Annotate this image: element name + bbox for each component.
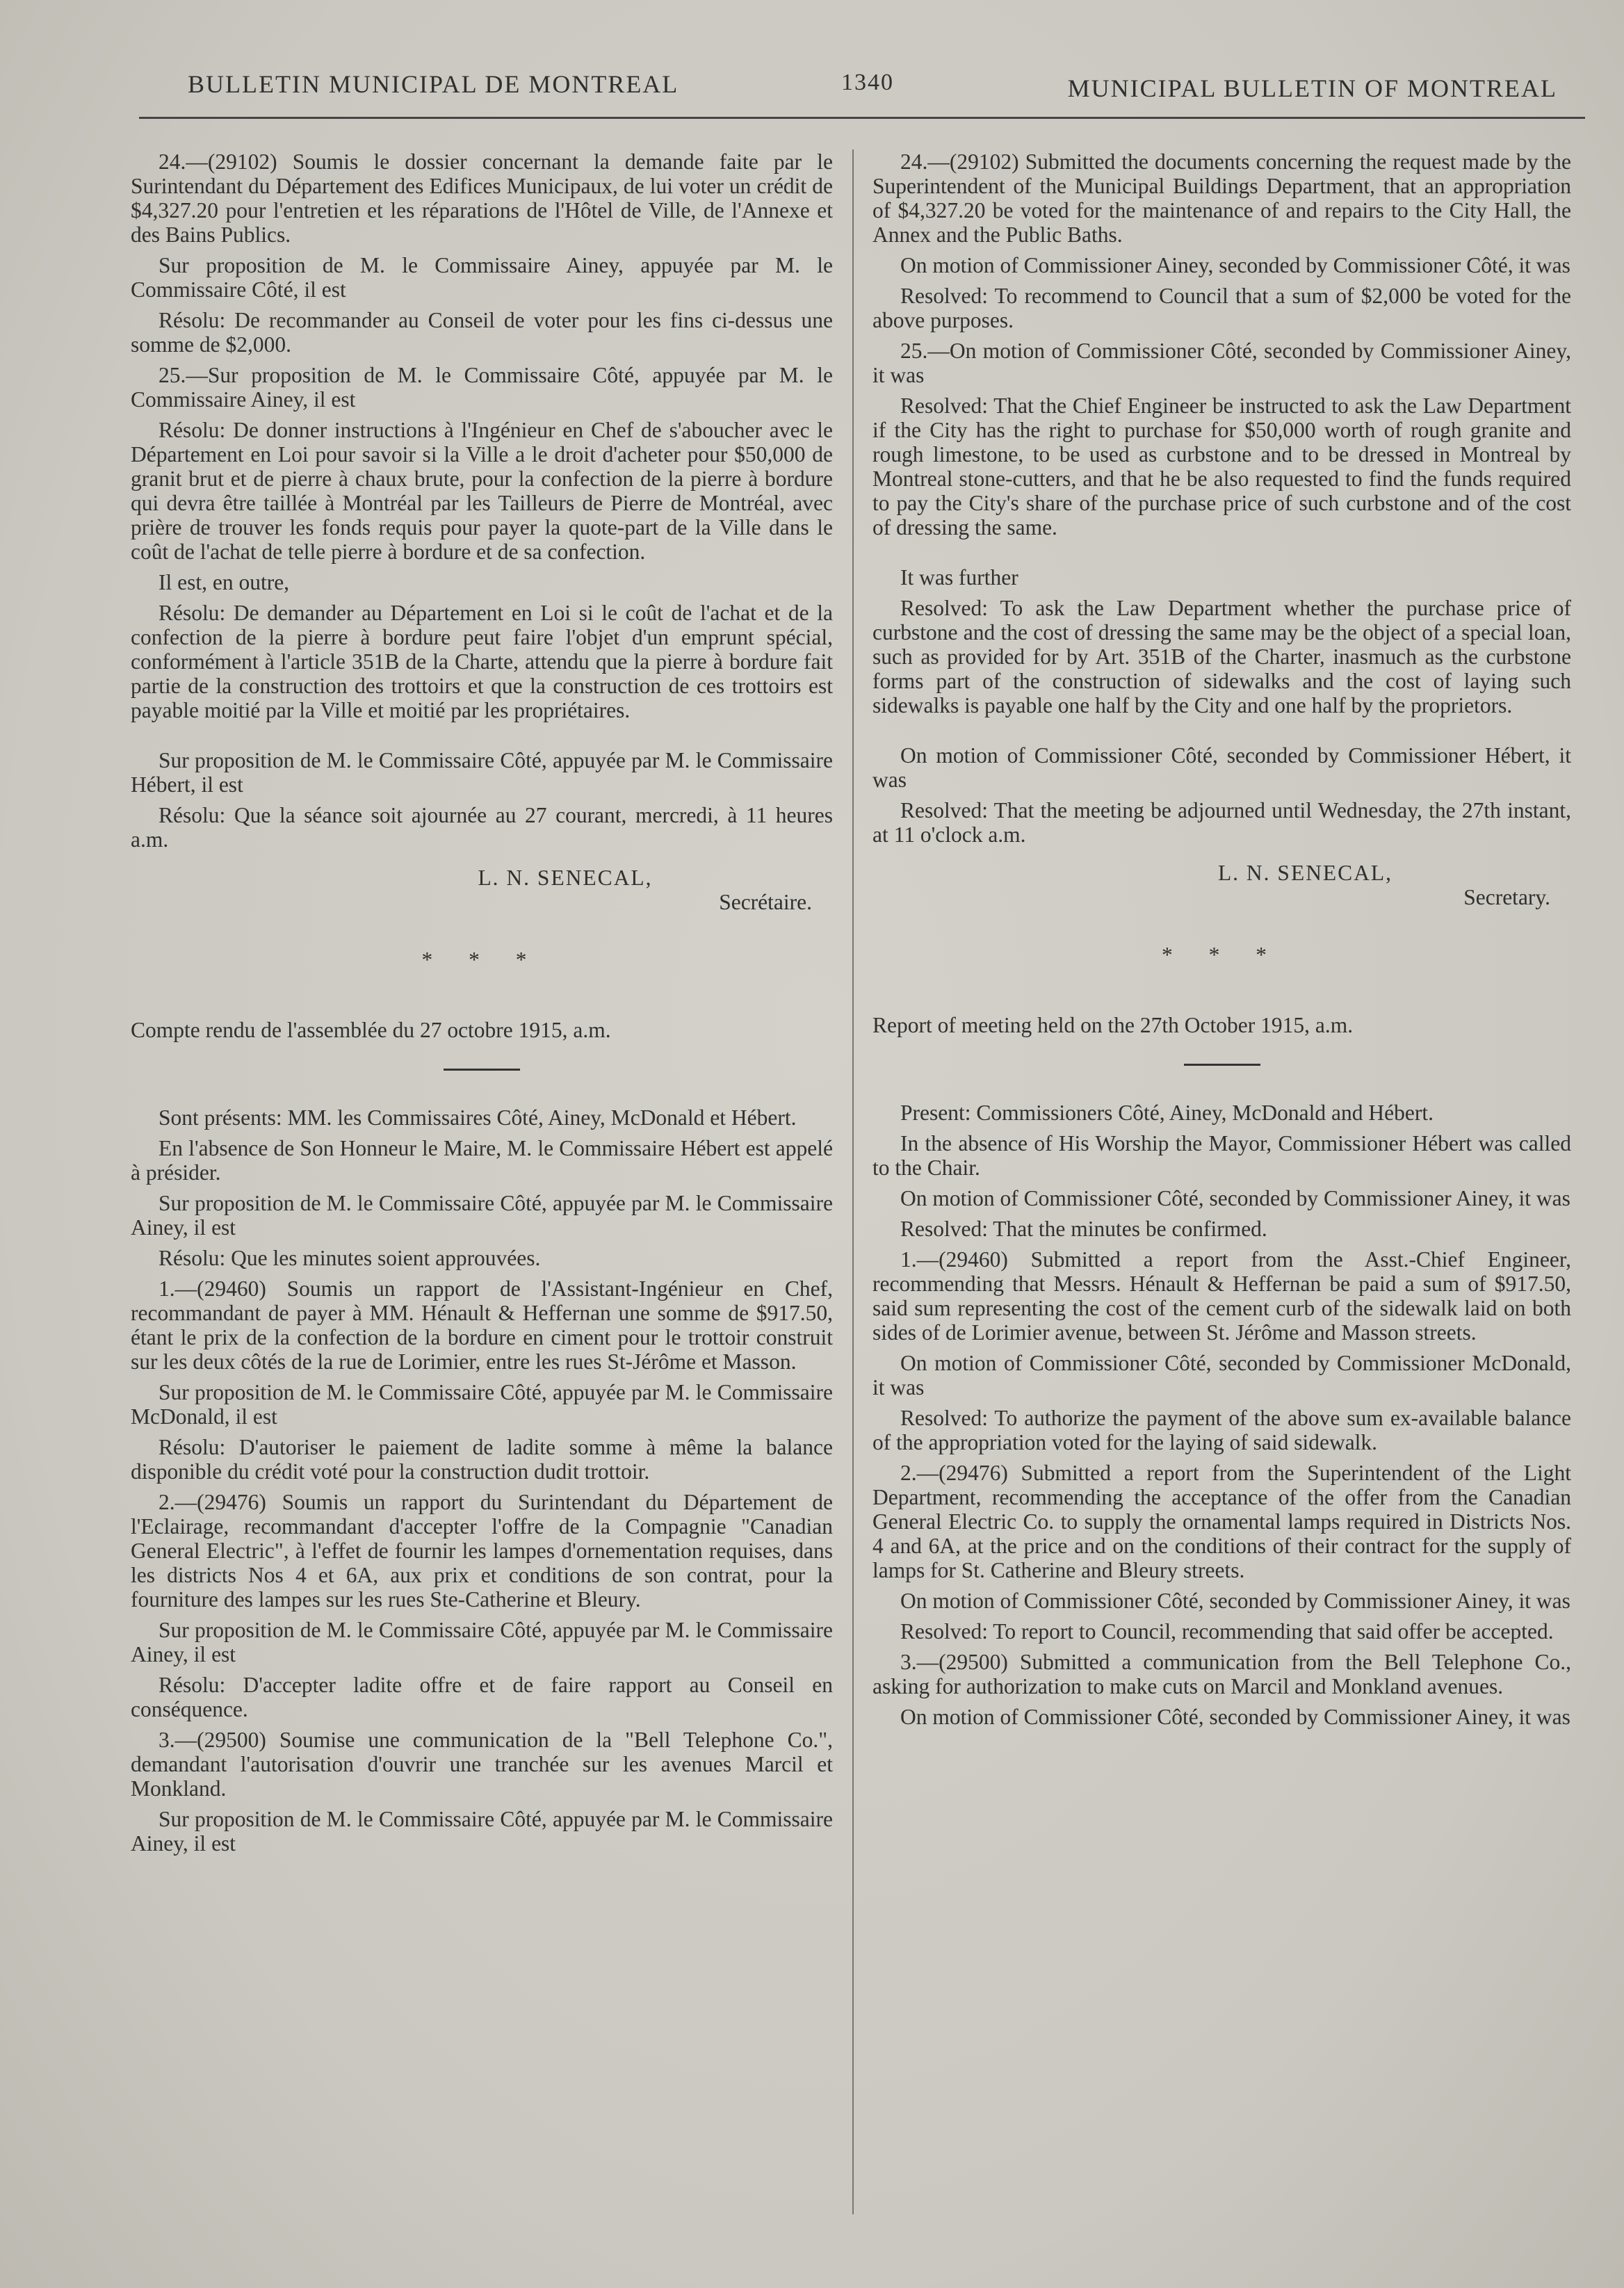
paragraph: On motion of Commissioner Côté, seconded by Commissioner McDonald, it was xyxy=(872,1351,1571,1399)
paragraph: Resolved: To authorize the payment of the above sum ex-available balance of the appropriation voted for the laying of said sidewalk. xyxy=(872,1406,1571,1454)
paragraph: Sur proposition de M. le Commissaire Côté, appuyée par M. le Commissaire McDonald, il est xyxy=(131,1380,833,1429)
paragraph: Resolved: To recommend to Council that a sum of $2,000 be voted for the above purposes. xyxy=(872,284,1571,332)
short-rule xyxy=(444,1069,520,1071)
paragraph: On motion of Commissioner Ainey, seconded by Commissioner Côté, it was xyxy=(900,253,1570,277)
paragraph: 3.—(29500) Submitted a communication from the Bell Telephone Co., asking for authorization to make cuts on Marcil and Monkland avenues. xyxy=(872,1650,1571,1698)
paragraph: Sur proposition de M. le Commissaire Ainey, appuyée par M. le Commissaire Côté, il est xyxy=(131,253,833,302)
signature-block xyxy=(131,866,833,914)
paragraph: On motion of Commissioner Côté, seconded by Commissioner Ainey, it was xyxy=(900,1186,1570,1210)
english-column xyxy=(872,149,1571,1735)
paragraph: 2.—(29476) Submitted a report from the Superintendent of the Light Department, recommending the acceptance of the offer from the Canadian General Electric Co. to supply the ornamental lamps required in Districts Nos. 4 and 6A, at the price and on the conditions of their contract for the supply of lamps for St. Catherine and Bleury streets. xyxy=(872,1461,1571,1582)
signature-name: L. N. SENECAL, xyxy=(1217,861,1393,885)
header-french-title: BULLETIN MUNICIPAL DE MONTREAL xyxy=(188,70,679,98)
section-separator: * * * xyxy=(421,948,542,972)
header-english-title: MUNICIPAL BULLETIN OF MONTREAL xyxy=(1067,74,1557,102)
page-number: 1340 xyxy=(841,70,894,95)
signature-name: L. N. SENECAL, xyxy=(478,866,653,890)
paragraph: In the absence of His Worship the Mayor, Commissioner Hébert was called to the Chair. xyxy=(872,1131,1571,1180)
paragraph: Résolu: Que la séance soit ajournée au 27 courant, mercredi, à 11 heures a.m. xyxy=(131,803,833,852)
meeting-heading: Compte rendu de l'assemblée du 27 octobre 1915, a.m. xyxy=(131,1018,611,1042)
paragraph: 1.—(29460) Submitted a report from the Asst.-Chief Engineer, recommending that Messrs. Hénault & Heffernan be paid a sum of $917.50, said sum representing the cost of the cement curb of the sidewalk laid on both sides of de Lorimier avenue, between St. Jérôme and Masson streets. xyxy=(872,1247,1571,1345)
paragraph: Resolved: That the minutes be confirmed. xyxy=(900,1217,1267,1241)
paragraph: Sur proposition de M. le Commissaire Côté, appuyée par M. le Commissaire Ainey, il est xyxy=(131,1618,833,1666)
paragraph: Sur proposition de M. le Commissaire Côté, appuyée par M. le Commissaire Ainey, il est xyxy=(131,1191,833,1240)
paragraph: 25.—On motion of Commissioner Côté, seconded by Commissioner Ainey, it was xyxy=(872,339,1571,387)
meeting-heading: Report of meeting held on the 27th October 1915, a.m. xyxy=(872,1013,1354,1037)
paragraph: 24.—(29102) Submitted the documents concerning the request made by the Superintendent of the Municipal Buildings Department, that an appropriation of $4,327.20 be voted for the maintenance of and repairs to the City Hall, the Annex and the Public Baths. xyxy=(872,149,1571,247)
paragraph: Il est, en outre, xyxy=(159,570,290,594)
paragraph: Résolu: De demander au Département en Loi si le coût de l'achat et de la confection de la pierre à bordure peut faire l'objet d'un emprunt spécial, conformément à l'article 351B de la Charte, attendu que la pierre à bordure fait partie de la construction des trottoirs et que la construction de ces trottoirs est payable moitié par la Ville et moitié par les propriétaires. xyxy=(131,601,833,722)
paragraph: Sur proposition de M. le Commissaire Côté, appuyée par M. le Commissaire Ainey, il est xyxy=(131,1807,833,1856)
paragraph: It was further xyxy=(900,565,1018,590)
paragraph: Sur proposition de M. le Commissaire Côté, appuyée par M. le Commissaire Hébert, il est xyxy=(131,748,833,797)
paragraph: On motion of Commissioner Côté, seconded by Commissioner Ainey, it was xyxy=(900,1589,1570,1613)
paragraph: 3.—(29500) Soumise une communication de la "Bell Telephone Co.", demandant l'autorisation d'ouvrir une tranchée sur les avenues Marcil et Monkland. xyxy=(131,1728,833,1801)
paragraph: 1.—(29460) Soumis un rapport de l'Assistant-Ingénieur en Chef, recommandant de payer à MM. Hénault & Heffernan une somme de $917.50, étant le prix de la confection de la bordure en ciment pour le trottoir construit sur les deux côtés de la rue de Lorimier, entre les rues St-Jérôme et Masson. xyxy=(131,1276,833,1374)
paragraph: 24.—(29102) Soumis le dossier concernant la demande faite par le Surintendant du Département des Edifices Municipaux, de lui voter un crédit de $4,327.20 pour l'entretien et les réparations de l'Hôtel de Ville, de l'Annexe et des Bains Publics. xyxy=(131,149,833,247)
paragraph: Résolu: D'autoriser le paiement de ladite somme à même la balance disponible du crédit voté pour la construction dudit trottoir. xyxy=(131,1435,833,1484)
short-rule xyxy=(1184,1064,1260,1066)
paragraph: Resolved: To ask the Law Department whether the purchase price of curbstone and the cost of dressing the same may be the object of a special loan, such as provided for by Art. 351B of the Charter, inasmuch as the curbstone forms part of the construction of sidewalks and the cost of laying such sidewalks is payable one half by the City and one half by the proprietors. xyxy=(872,596,1571,717)
paragraph: Resolved: That the meeting be adjourned until Wednesday, the 27th instant, at 11 o'clock a.m. xyxy=(872,798,1571,847)
paragraph: On motion of Commissioner Côté, seconded by Commissioner Hébert, it was xyxy=(872,743,1571,792)
paragraph: Resolved: To report to Council, recommending that said offer be accepted. xyxy=(900,1619,1554,1644)
paragraph: Résolu: Que les minutes soient approuvées. xyxy=(159,1246,541,1270)
paragraph: Resolved: That the Chief Engineer be instructed to ask the Law Department if the City has the right to purchase for $50,000 worth of rough granite and rough limestone, to be used as curbstone and to be dressed in Montreal by Montreal stone-cutters, and that he be also requested to find the funds required to pay the City's share of the purchase price of such curbstone and of the cost of dressing the same. xyxy=(872,393,1571,539)
paragraph: 2.—(29476) Soumis un rapport du Surintendant du Département de l'Eclairage, recommandant d'accepter l'offre de la Compagnie "Canadian General Electric", à l'effet de fournir les lampes d'ornementation requises, dans les districts Nos 4 et 6A, aux prix et conditions de son contrat, pour la fourniture des lampes sur les rues Ste-Catherine et Bleury. xyxy=(131,1490,833,1612)
section-separator: * * * xyxy=(1162,943,1282,967)
paragraph: Résolu: D'accepter ladite offre et de faire rapport au Conseil en conséquence. xyxy=(131,1673,833,1721)
signature-role: Secrétaire. xyxy=(719,890,812,914)
paragraph: Sont présents: MM. les Commissaires Côté, Ainey, McDonald et Hébert. xyxy=(159,1105,797,1130)
column-divider xyxy=(852,149,854,2214)
paragraph: Present: Commissioners Côté, Ainey, McDonald and Hébert. xyxy=(900,1101,1434,1125)
paragraph: Résolu: De recommander au Conseil de voter pour les fins ci-dessus une somme de $2,000. xyxy=(131,308,833,357)
paragraph: 25.—Sur proposition de M. le Commissaire Côté, appuyée par M. le Commissaire Ainey, il est xyxy=(131,363,833,412)
paragraph: On motion of Commissioner Côté, seconded by Commissioner Ainey, it was xyxy=(900,1705,1570,1729)
french-column xyxy=(131,149,833,1862)
signature-block xyxy=(872,861,1571,909)
page-header xyxy=(139,70,1557,111)
paragraph: Résolu: De donner instructions à l'Ingénieur en Chef de s'aboucher avec le Département en Loi pour savoir si la Ville a le droit d'acheter pour $50,000 de granit brut et de pierre à chaux brute, pour la confection de la pierre à bordure qui devra être taillée à Montréal par les Tailleurs de Pierre de Montréal, avec prière de trouver les fonds requis pour payer la quote-part de la Ville dans le coût de l'achat de telle pierre à bordure et de sa confection. xyxy=(131,418,833,564)
signature-role: Secretary. xyxy=(1463,885,1550,909)
header-rule xyxy=(139,117,1585,119)
paragraph: En l'absence de Son Honneur le Maire, M. le Commissaire Hébert est appelé à présider. xyxy=(131,1136,833,1185)
